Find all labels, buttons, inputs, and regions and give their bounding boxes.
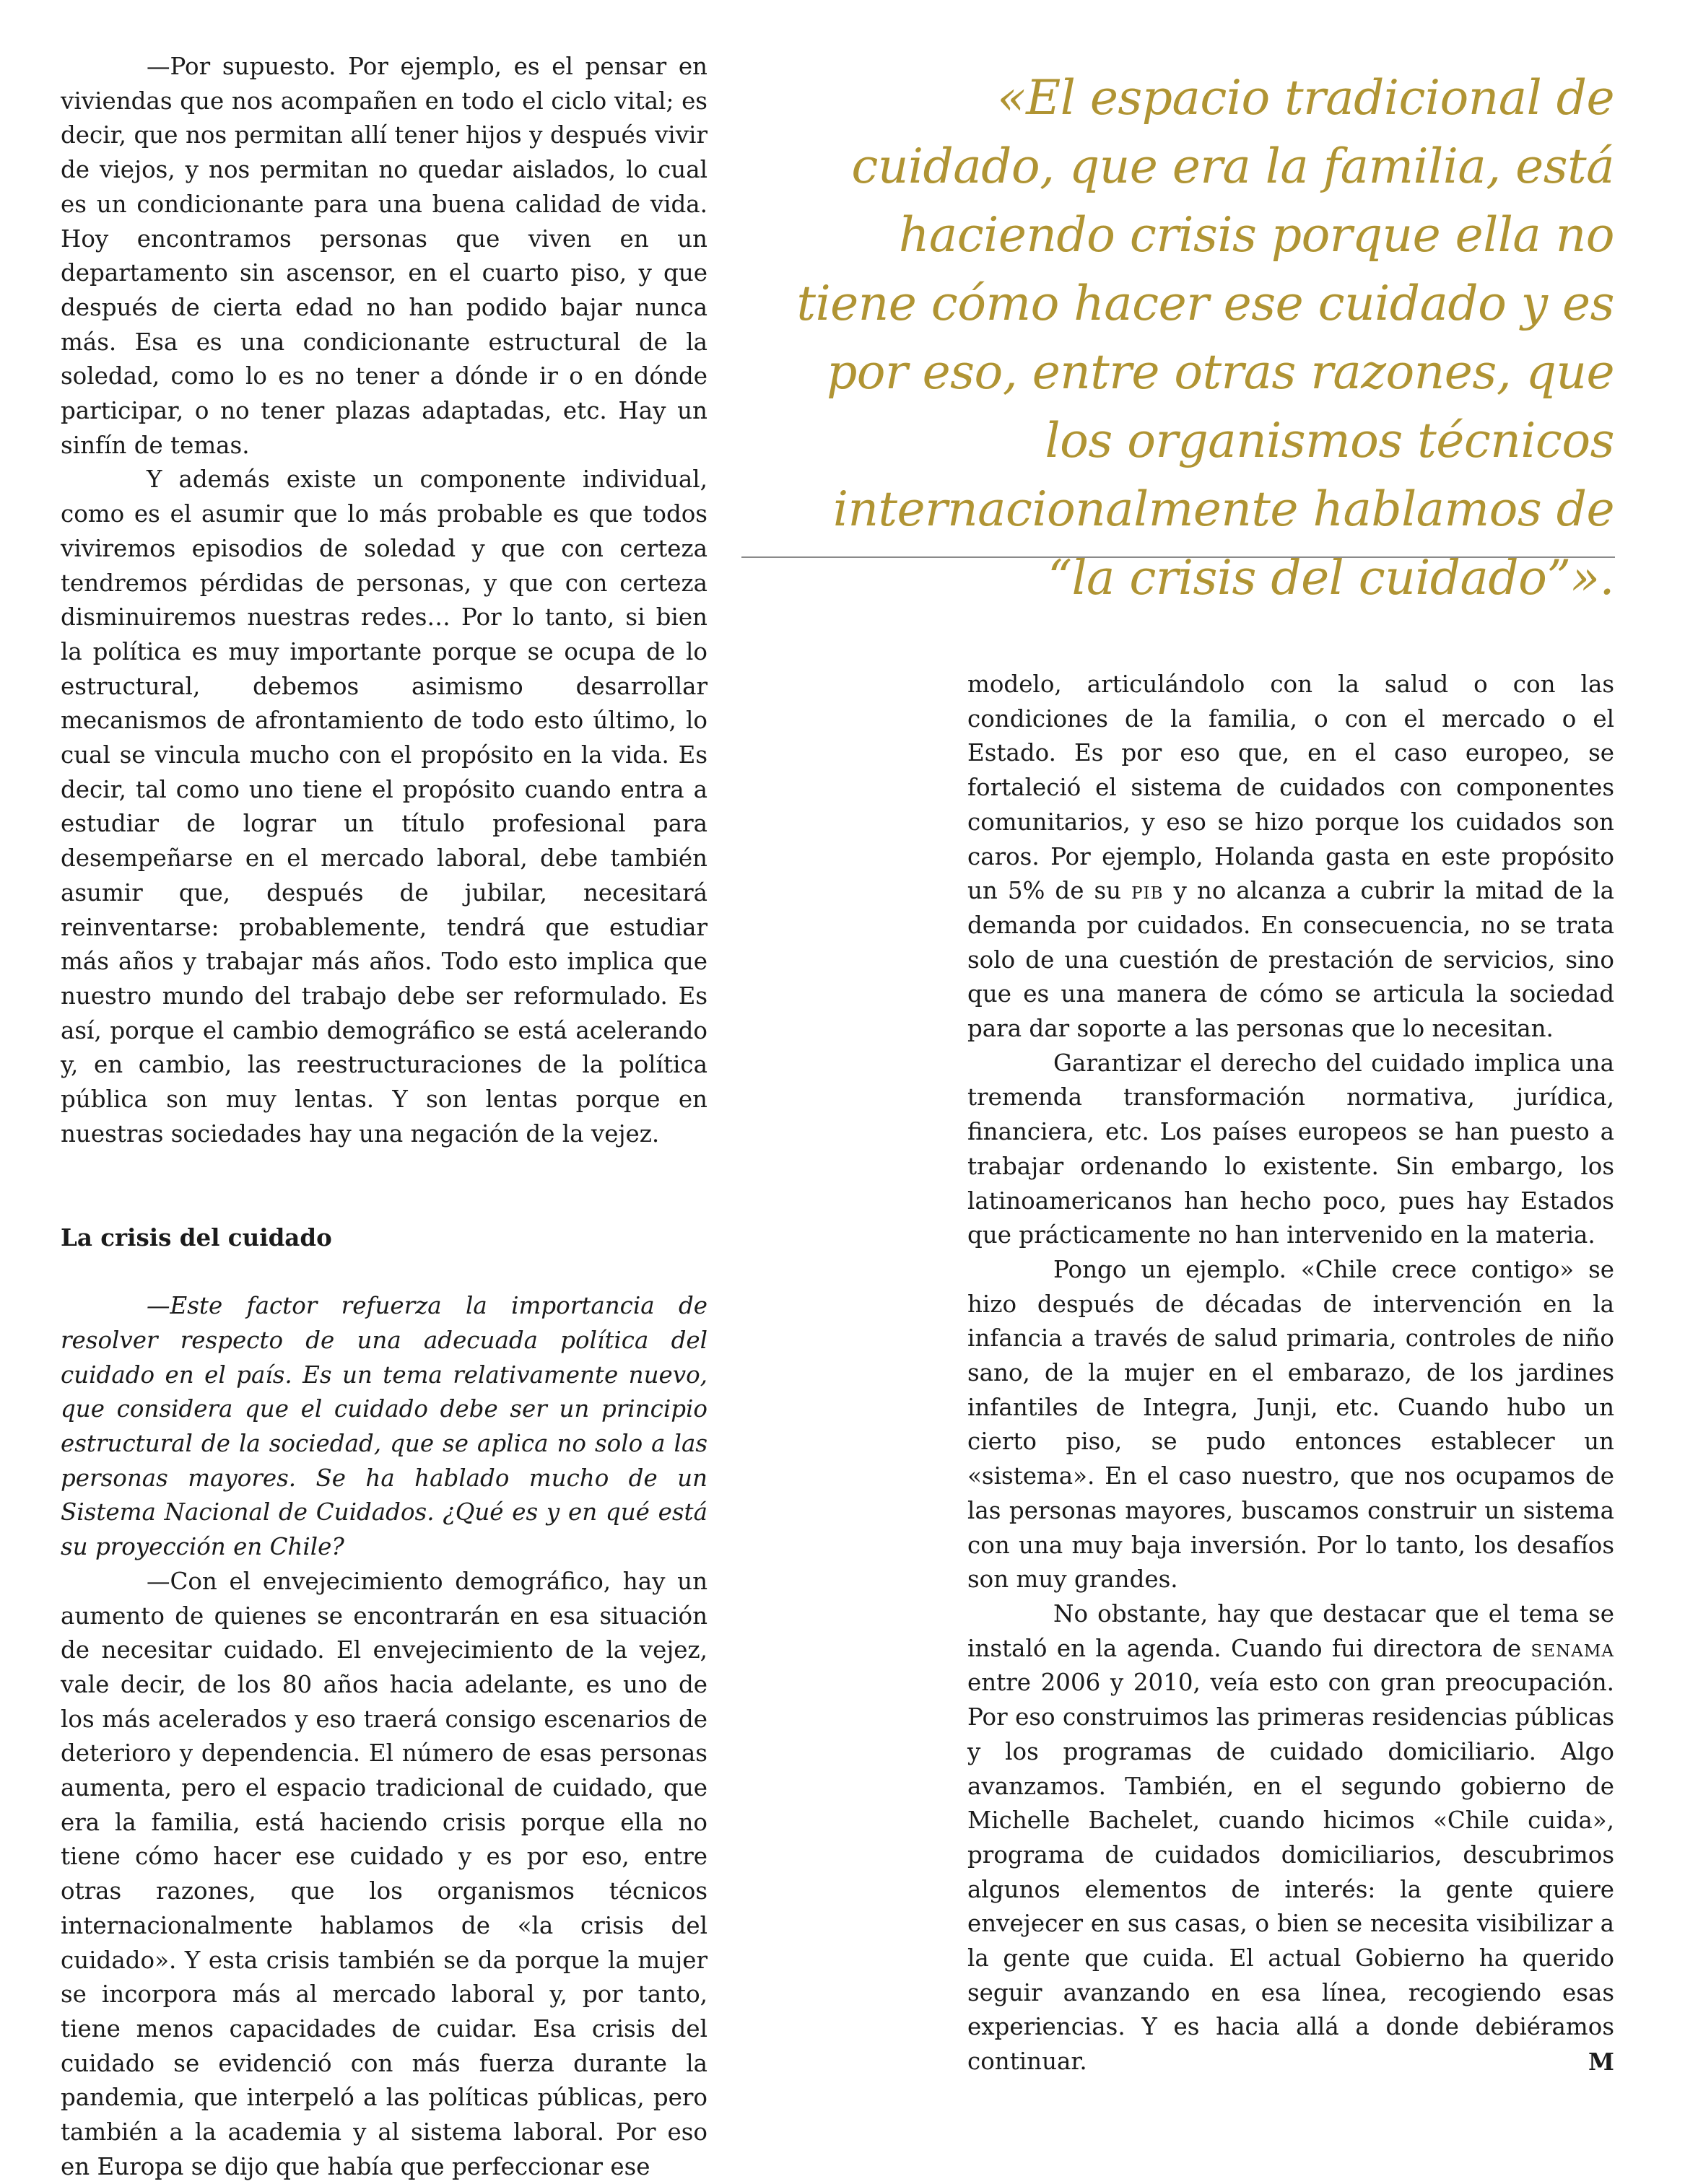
text-run: No obstante, hay que destacar que el tema se instaló en la agenda. Cuando fui directora de <box>967 1599 1614 1662</box>
text-run: modelo, articulándolo con la salud o con las condiciones de la familia, o con el mercado o el Estado. Es por eso que, en el caso europeo, se fortaleció el sistema de cuidados con componentes comunitarios, y eso se hizo porque los cuidados son caros. Por ejemplo, Holanda gasta en este propósito un 5% de su <box>967 671 1614 905</box>
paragraph: —Por supuesto. Por ejemplo, es el pensar en viviendas que nos acompañen en todo el ciclo vital; es decir, que nos permitan allí tener hijos y después vivir de viejos, y nos permitan no quedar aislados, lo cual es un condicionante para una buena calidad de vida. Hoy encontramos personas que viven en un departamento sin ascensor, en el cuarto piso, y que después de cierta edad no han podido bajar nunca más. Esa es una condicionante estructural de la soledad, como lo es no tener a dónde ir o en dónde participar, o no tener plazas adaptadas, etc. Hay un sinfín de temas. <box>61 53 707 459</box>
pib-acronym: pib <box>1131 877 1164 905</box>
paragraph: Pongo un ejemplo. «Chile crece contigo» se hizo después de décadas de intervención en la infancia a través de salud primaria, controles de niño sano, de la mujer en el embarazo, de los jardines infantiles de Integra, Junji, etc. Cuando hubo un cierto piso, se pudo entonces establecer un «sistema». En el caso nuestro, que nos ocupamos de las personas mayores, buscamos construir un sistema con una muy baja inversión. Por lo tanto, los desafíos son muy grandes. <box>967 1255 1614 1594</box>
text-run: entre 2006 y 2010, veía esto con gran preocupación. Por eso construimos las primeras residencias públicas y los programas de cuidado domiciliario. Algo avanzamos. También, en el segundo gobierno de Michelle Bachelet, cuando hicimos «Chile cuida», programa de cuidados domiciliarios, descubrimos algunos elementos de interés: la gente quiere envejecer en sus casas, o bien se necesita visibilizar a la gente que cuida. El actual Gobierno ha querido seguir avanzando en esa línea, recogiendo esas experiencias. Y es hacia allá a donde debiéramos continuar. <box>967 1669 1614 2076</box>
end-mark: M <box>1588 2048 1614 2076</box>
section-heading: La crisis del cuidado <box>61 1223 332 1252</box>
divider <box>741 556 1615 558</box>
pull-quote: «El espacio tradicional de cuidado, que era la familia, está haciendo crisis porque ella no tiene cómo hacer ese cuidado y es por eso, entre otras razones, que los organismos técnicos internacionalmente hablamos de “la crisis del cuidado”». <box>796 70 1614 606</box>
paragraph: Garantizar el derecho del cuidado implica una tremenda transformación normativa, jurídica, financiera, etc. Los países europeos se han puesto a trabajar ordenando lo existente. Sin embargo, los latinoamericanos han hecho poco, pues hay Estados que prácticamente no han intervenido en la materia. <box>967 1049 1614 1249</box>
senama-acronym: senama <box>1531 1634 1614 1662</box>
paragraph: —Con el envejecimiento demográfico, hay un aumento de quienes se encontrarán en esa situación de necesitar cuidado. El envejecimiento de la vejez, vale decir, de los 80 años hacia adelante, es uno de los más acelerados y eso traerá consigo escenarios de deterioro y dependencia. El número de esas personas aumenta, pero el espacio tradicional de cuidado, que era la familia, está haciendo crisis porque ella no tiene cómo hacer ese cuidado y es por eso, entre otras razones, que los organismos técnicos internacionalmente hablamos de «la crisis del cuidado». Y esta crisis también se da porque la mujer se incorpora más al mercado laboral y, por tanto, tiene menos capacidades de cuidar. Esa crisis del cuidado se evidenció con más fuerza durante la pandemia, que interpeló a las políticas públicas, pero también a la academia y al sistema laboral. Por eso en Europa se dijo que había que perfeccionar ese <box>61 1567 707 2180</box>
paragraph <box>967 668 1614 1047</box>
interview-question: —Este factor refuerza la importancia de resolver respecto de una adecuada política del cuidado en el país. Es un tema relativamente nuevo, que considera que el cuidado debe ser un principio estructural de la sociedad, que se aplica no solo a las personas mayores. Se ha hablado mucho de un Sistema Nacional de Cuidados. ¿Qué es y en qué está su proyección en Chile? <box>61 1292 707 1561</box>
left-column <box>61 50 707 2184</box>
paragraph <box>967 1597 1614 2079</box>
text-run: y no alcanza a cubrir la mitad de la demanda por cuidados. En consecuencia, no se trata solo de una cuestión de prestación de servicios, sino que es una manera de cómo se articula la sociedad para dar soporte a las personas que lo necesitan. <box>967 877 1614 1043</box>
right-column <box>967 668 1614 2079</box>
paragraph: Y además existe un componente individual, como es el asumir que lo más probable es que todos viviremos episodios de soledad y que con certeza tendremos pérdidas de personas, y que con certeza disminuiremos nuestras redes… Por lo tanto, si bien la política es muy importante porque se ocupa de lo estructural, debemos asimismo desarrollar mecanismos de afrontamiento de todo esto último, lo cual se vincula mucho con el propósito en la vida. Es decir, tal como uno tiene el propósito cuando entra a estudiar de lograr un título profesional para desempeñarse en el mercado laboral, debe también asumir que, después de jubilar, necesitará reinventarse: probablemente, tendrá que estudiar más años y trabajar más años. Todo esto implica que nuestro mundo del trabajo debe ser reformulado. Es así, porque el cambio demográfico se está acelerando y, en cambio, las reestructuraciones de la política pública son muy lentas. Y son lentas porque en nuestras sociedades hay una negación de la vejez. <box>61 466 707 1148</box>
